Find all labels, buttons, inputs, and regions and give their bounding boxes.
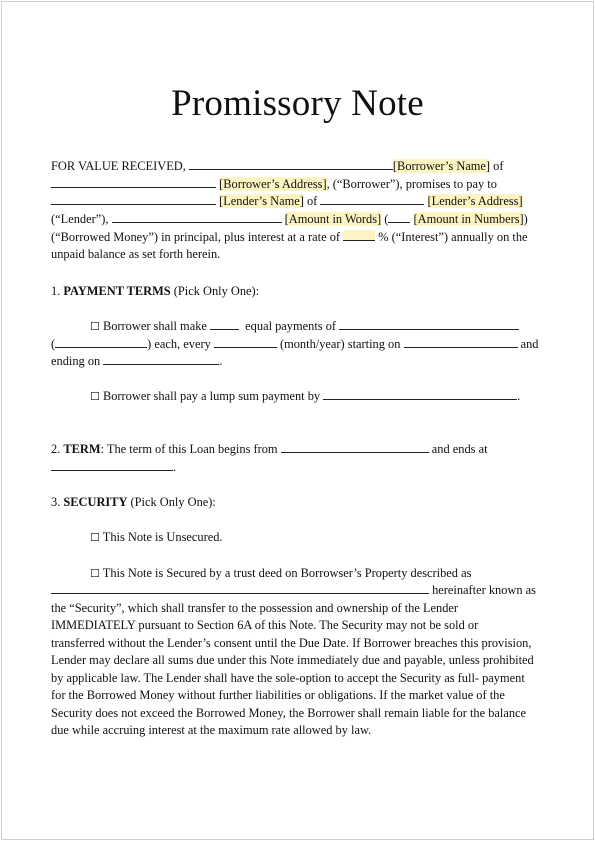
lump-sum-date-blank[interactable] bbox=[323, 389, 517, 400]
intro-text: of bbox=[303, 194, 321, 208]
security-paragraph-line: for the Borrowed Money without further liabilities or obligations. If the market value of the bbox=[51, 688, 505, 702]
option-text: ending on bbox=[51, 354, 104, 368]
intro-text: ) bbox=[523, 212, 528, 226]
num-payments-blank[interactable] bbox=[210, 319, 239, 330]
section-suffix: (Pick Only One): bbox=[170, 284, 260, 298]
section-title: SECURITY bbox=[63, 495, 128, 509]
intro-text: , (“Borrower”), promises to pay to bbox=[326, 177, 497, 191]
checkbox-icon[interactable]: ☐ bbox=[90, 567, 100, 580]
term-start-blank[interactable] bbox=[281, 442, 429, 453]
term-text: : The term of this Loan begins from bbox=[100, 442, 281, 456]
lender-name-placeholder[interactable]: [Lender’s Name] bbox=[219, 194, 304, 208]
amount-numbers-placeholder[interactable]: [Amount in Numbers] bbox=[413, 212, 524, 226]
option-text: . bbox=[517, 389, 521, 403]
amount-words-blank[interactable] bbox=[112, 212, 282, 223]
intro-line-5 bbox=[51, 230, 528, 245]
intro-line-2 bbox=[51, 177, 497, 192]
intro-text: ( bbox=[381, 212, 389, 226]
payment-amount-words-blank[interactable] bbox=[339, 319, 519, 330]
lender-address-blank[interactable] bbox=[320, 194, 424, 205]
option-text: Borrower shall make bbox=[99, 319, 210, 333]
term-end-blank[interactable] bbox=[51, 460, 173, 471]
security-paragraph-line: transferred without the Lender’s consent until the Due Date. If Borrower breaches this provision, bbox=[51, 636, 532, 650]
section-2-term-line-2 bbox=[51, 460, 176, 475]
borrower-address-placeholder[interactable]: [Borrower’s Address] bbox=[219, 177, 327, 191]
checkbox-icon[interactable]: ☐ bbox=[90, 390, 100, 403]
section-title: TERM bbox=[63, 442, 101, 456]
intro-text: of bbox=[490, 159, 504, 173]
intro-line-1 bbox=[51, 159, 503, 174]
security-paragraph-line: due while accruing interest at the maximum rate allowed by law. bbox=[51, 723, 372, 737]
document-title: Promissory Note bbox=[171, 83, 424, 124]
end-date-blank[interactable] bbox=[103, 354, 219, 365]
lender-name-blank[interactable] bbox=[51, 194, 216, 205]
section-1-heading bbox=[51, 284, 259, 299]
term-text: and ends at bbox=[428, 442, 488, 456]
borrower-name-placeholder[interactable]: [Borrower’s Name] bbox=[392, 159, 491, 173]
option-text: equal payments of bbox=[238, 319, 340, 333]
start-date-blank[interactable] bbox=[404, 337, 518, 348]
option-text: ) each, every bbox=[147, 337, 214, 351]
security-description-line bbox=[51, 583, 536, 598]
security-paragraph-line: by applicable law. The Lender shall have the sole-option to accept the Security as full- payment bbox=[51, 671, 525, 685]
payment-option-installments-line-3 bbox=[51, 354, 222, 369]
payment-amount-numbers-blank[interactable] bbox=[55, 337, 147, 348]
security-paragraph-line: the “Security”, which shall transfer to the possession and ownership of the Lender bbox=[51, 601, 459, 615]
borrower-name-blank[interactable] bbox=[189, 159, 393, 170]
payment-option-installments-line-2: ( ) each, every (month/year) starting on and bbox=[51, 337, 539, 351]
option-text: and bbox=[517, 337, 539, 351]
payment-period-blank[interactable] bbox=[214, 337, 277, 348]
interest-rate-blank[interactable] bbox=[343, 230, 375, 241]
option-text: hereinafter known as bbox=[429, 583, 536, 597]
section-2-term bbox=[51, 442, 488, 457]
section-title: PAYMENT TERMS bbox=[63, 284, 171, 298]
option-text: Borrower shall pay a lump sum payment by bbox=[99, 389, 324, 403]
security-paragraph-line: Security does not exceed the Borrowed Money, the Borrower shall remain liable for the balance bbox=[51, 706, 527, 720]
intro-text: (“Borrowed Money”) in principal, plus interest at a rate of bbox=[51, 230, 344, 244]
intro-text: FOR VALUE RECEIVED, bbox=[51, 159, 189, 173]
section-number: 2. bbox=[51, 442, 64, 456]
intro-line-3 bbox=[51, 194, 523, 209]
section-3-heading bbox=[51, 495, 216, 510]
property-description-blank[interactable] bbox=[51, 583, 429, 594]
amount-numbers-blank[interactable] bbox=[388, 212, 410, 223]
section-suffix: (Pick Only One): bbox=[127, 495, 216, 509]
amount-words-placeholder[interactable]: [Amount in Words] bbox=[284, 212, 382, 226]
option-text: . bbox=[219, 354, 223, 368]
intro-text: % (“Interest”) annually on the bbox=[375, 230, 528, 244]
term-text: . bbox=[173, 460, 177, 474]
security-option-unsecured bbox=[90, 530, 223, 545]
option-text: (month/year) starting on bbox=[276, 337, 404, 351]
payment-option-lump-sum bbox=[90, 389, 520, 404]
payment-option-installments bbox=[90, 319, 519, 334]
checkbox-icon[interactable]: ☐ bbox=[90, 531, 100, 544]
intro-text: (“Lender”), bbox=[51, 212, 112, 226]
security-paragraph-line: Lender may declare all sums due under this Note immediately due and payable, unless prohibited bbox=[51, 653, 534, 667]
document-page bbox=[1, 1, 594, 840]
section-number: 1. bbox=[51, 284, 64, 298]
section-number: 3. bbox=[51, 495, 64, 509]
lender-address-placeholder[interactable]: [Lender’s Address] bbox=[427, 194, 523, 208]
option-text: This Note is Unsecured. bbox=[99, 530, 223, 544]
borrower-address-blank[interactable] bbox=[51, 177, 216, 188]
checkbox-icon[interactable]: ☐ bbox=[90, 320, 100, 333]
security-option-secured bbox=[90, 566, 471, 581]
intro-line-6: unpaid balance as set forth herein. bbox=[51, 247, 221, 261]
security-paragraph-line: IMMEDIATELY pursuant to Section 6A of this Note. The Security may not be sold or bbox=[51, 618, 479, 632]
option-text: This Note is Secured by a trust deed on Borrowser’s Property described as bbox=[99, 566, 472, 580]
intro-line-4 bbox=[51, 212, 528, 227]
